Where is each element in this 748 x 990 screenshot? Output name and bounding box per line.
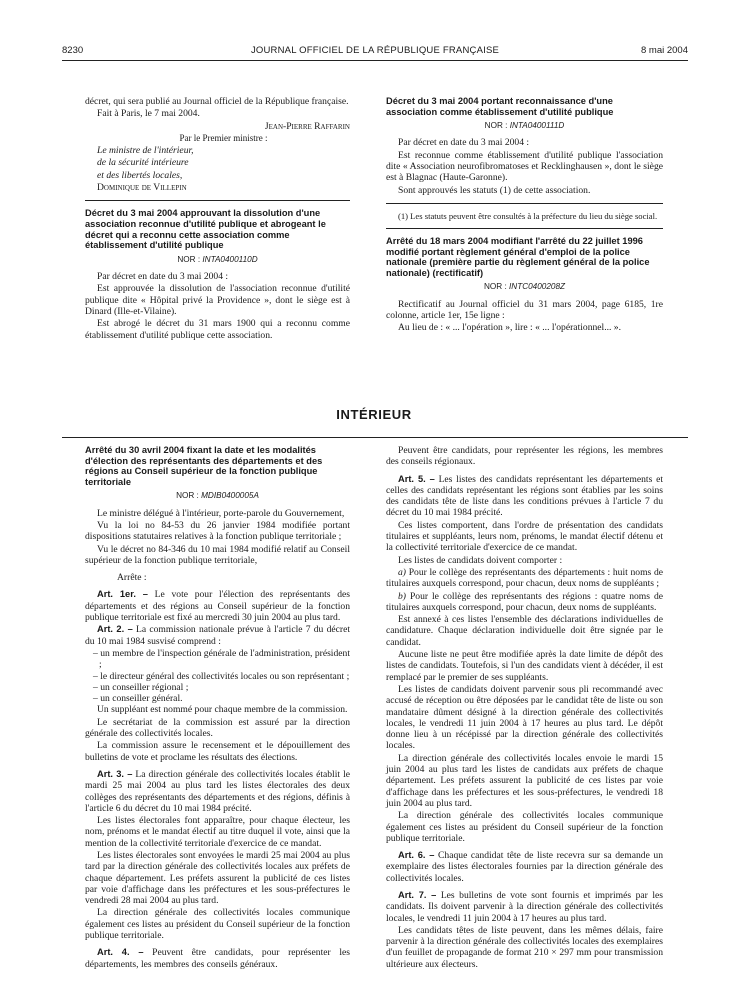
paragraph: La direction générale des collectivités locales communique également ces listes au président du Conseil supérieur de la fonction publique territoriale. [386, 810, 663, 844]
list-item-b [386, 591, 663, 614]
paragraph: Ces listes comportent, dans l'ordre de présentation des candidats titulaires et suppléants, leurs nom, prénoms, le mandat électif détenu et la collectivité territoriale d'exercice de ce mandat. [386, 519, 663, 554]
article-label: Art. 7. – [398, 889, 437, 900]
by-prime-minister: Par le Premier ministre : [179, 132, 268, 143]
article-text: Les bulletins de vote sont fournis et imprimés par les candidats. Ils doivent parvenir à la direction générale des collectivités locales, le vendredi 11 juin 2004 à 17 heures au plus tard. [386, 889, 663, 924]
article-label: Art. 3. – [97, 768, 133, 779]
top-left-column [85, 96, 350, 342]
paragraph: Vu la loi no 84-53 du 26 janvier 1984 modifiée portant dispositions statutaires relatives à la fonction publique territoriale ; [85, 519, 350, 543]
article-5 [386, 474, 663, 519]
paragraph: Est reconnue comme établissement d'utilité publique l'association dite « Association neurofibromatoses et Recklinghausen », dont le siège est à Blagnac (Haute-Garonne). [386, 149, 663, 184]
arrete-word: Arrête : [117, 572, 147, 584]
article-text: Le vote pour l'élection des représentants des départements et des régions au Conseil supérieur de la fonction publique territoriale est fixé au mercredi 30 juin 2004 au plus tard. [85, 589, 350, 624]
separator [386, 203, 663, 204]
nor-reference [85, 254, 350, 265]
article-1 [85, 589, 350, 623]
nor-reference [386, 281, 663, 292]
article-label: Art. 2. – [97, 624, 133, 635]
article-label: Art. 4. – [97, 947, 144, 958]
article-4 [85, 947, 350, 970]
section-title: INTÉRIEUR [336, 407, 412, 422]
minister-name: Dominique de Villepin [97, 182, 187, 194]
paragraph: Un suppléant est nommé pour chaque membre de la commission. [97, 704, 348, 716]
commission-members-list [85, 648, 350, 704]
article-7 [386, 890, 663, 924]
article-3 [85, 769, 350, 814]
minister-title-line: de la sécurité intérieure [97, 157, 189, 169]
paragraph: Les listes électorales sont envoyées le mardi 25 mai 2004 au plus tard par la direction générale des collectivités locales aux préfets de chaque département. Les préfets assurent la publicité de ces listes par voie d'affichage dans les préfectures et les sous-préfectures le vendredi 28 mai 2004 au plus tard. [85, 849, 350, 907]
paragraph: Les listes électorales font apparaître, pour chaque électeur, les nom, prénoms et le mandat électif au titre duquel il vote, ainsi que la mention de la collectivité territoriale d'exercice de ce mandat. [85, 815, 350, 849]
journal-title: JOURNAL OFFICIEL DE LA RÉPUBLIQUE FRANÇAISE [250, 45, 500, 56]
nor-label: NOR : [484, 121, 510, 131]
decree-continuation: décret, qui sera publié au Journal officiel de la République française. [85, 96, 349, 107]
nor-code: INTA0400110D [202, 254, 258, 264]
article-text: La commission nationale prévue à l'article 7 du décret du 10 mai 1984 susvisé comprend : [85, 624, 350, 647]
paragraph: Les listes de candidats doivent parvenir sous pli recommandé avec accusé de réception ou être déposées par le candidat tête de liste ou son mandataire dûment désigné à la direction générale des collectivités locales, le vendredi 11 juin 2004 à 17 heures au plus tard. Le dépôt donne lieu à un récépissé par la direction générale des collectivités locales. [386, 683, 663, 752]
paragraph: Est abrogé le décret du 31 mars 1900 qui a reconnu comme établissement d'utilité publique cette association. [85, 318, 350, 341]
list-item-a [386, 567, 663, 590]
nor-reference [386, 120, 663, 131]
section-rule [62, 437, 688, 438]
paragraph: Par décret en date du 3 mai 2004 : [398, 137, 530, 149]
bottom-left-column [85, 445, 350, 971]
minister-title-line: et des libertés locales, [97, 169, 183, 181]
article-text: Chaque candidat tête de liste recevra sur sa demande un exemplaire des listes électorales fournies par la direction générale des collectivités locales. [386, 850, 664, 884]
nor-code: MDIB0400005A [201, 491, 259, 501]
done-at: Fait à Paris, le 7 mai 2004. [97, 108, 200, 120]
item-text: Pour le collège des représentants des régions : quatre noms de titulaires auxquels correspond, pour chacun, deux noms de suppléants. [386, 590, 663, 613]
article-6 [386, 850, 663, 884]
list-item: – un conseiller régional ; [93, 681, 189, 693]
paragraph: Le ministre délégué à l'intérieur, porte-parole du Gouvernement, [97, 507, 345, 519]
paragraph: Les candidats têtes de liste peuvent, dans les mêmes délais, faire parvenir à la direction générale des collectivités locales des exemplaires d'un feuillet de propagande de format 210 × 297 mm pour transmission ultérieure aux électeurs. [386, 924, 663, 970]
item-label: b) [398, 590, 406, 602]
paragraph: Le secrétariat de la commission est assuré par la direction générale des collectivités locales. [85, 716, 350, 740]
nor-reference [85, 490, 350, 501]
list-item: – un membre de l'inspection générale de l'administration, président ; [93, 647, 350, 671]
header-rule [62, 60, 688, 61]
page-number: 8230 [62, 45, 84, 56]
paragraph: Par décret en date du 3 mai 2004 : [97, 271, 229, 283]
article-2 [85, 624, 350, 647]
paragraph: Au lieu de : « ... l'opération », lire : « ... l'opérationnel... ». [398, 322, 621, 334]
paragraph: Les listes de candidats doivent comporter : [398, 554, 563, 566]
page-header [62, 45, 688, 59]
list-item: – un conseiller général. [93, 693, 183, 705]
separator [85, 200, 350, 201]
item-text: Pour le collège des représentants des départements : huit noms de titulaires auxquels correspond, pour chacun, deux noms de suppléants ; [386, 566, 663, 590]
paragraph: Sont approuvés les statuts (1) de cette association. [398, 184, 591, 196]
paragraph: Aucune liste ne peut être modifiée après la date limite de dépôt des listes de candidats. Toutefois, si l'un des candidats vient à décéder, il est remplacé par le premier de ses suppléants. [386, 649, 663, 683]
separator [386, 228, 663, 229]
decree-title: Décret du 3 mai 2004 portant reconnaissance d'une association comme établissement d'utilité publique [386, 96, 614, 117]
nor-label: NOR : [177, 254, 203, 264]
paragraph: Vu le décret no 84-346 du 10 mai 1984 modifié relatif au Conseil supérieur de la fonction publique territoriale, [85, 543, 350, 566]
nor-code: INTC0400208Z [509, 282, 565, 292]
arrete-title: Arrêté du 18 mars 2004 modifiant l'arrêté du 22 juillet 1996 modifié portant règlement général d'emploi de la police nationale (première partie du règlement général de la police nationale) (rectificatif) [386, 235, 650, 278]
arrete-title: Arrêté du 30 avril 2004 fixant la date et les modalités d'élection des représentants des départements et des régions au Conseil supérieur de la fonction publique territoriale [85, 445, 323, 487]
paragraph: La direction générale des collectivités locales envoie le mardi 15 juin 2004 au plus tard les listes de candidats aux préfets de chaque département. Les préfets assurent la publicité de ces listes par voie d'affichage dans les préfectures et les sous-préfectures, le vendredi 18 juin 2004 au plus tard. [386, 752, 663, 809]
paragraph: Rectificatif au Journal officiel du 31 mars 2004, page 6185, 1re colonne, article 1er, 15e ligne : [386, 298, 663, 321]
bottom-right-column [386, 445, 663, 971]
article-label: Art. 6. – [398, 850, 435, 861]
paragraph: La commission assure le recensement et le dépouillement des bulletins de vote et proclame les résultats des élections. [85, 740, 350, 763]
nor-label: NOR : [483, 282, 510, 292]
paragraph: Peuvent être candidats, pour représenter les régions, les membres des conseils régionaux. [386, 445, 663, 468]
article-text: La direction générale des collectivités locales établit le mardi 25 mai 2004 au plus tard les listes électorales des deux collèges des représentants des départements et des régions, définis à l'article 6 du décret du 10 mai 1984 précité. [85, 768, 350, 814]
paragraph: La direction générale des collectivités locales communique également ces listes au président du Conseil supérieur de la fonction publique territoriale. [85, 907, 350, 942]
decree-title: Décret du 3 mai 2004 approuvant la dissolution d'une association reconnue d'utilité publique et abrogeant le décret qui a reconnu cette association comme établissement d'utilité publique [85, 208, 326, 251]
nor-code: INTA0400111D [509, 121, 565, 131]
paragraph: Est annexé à ces listes l'ensemble des déclarations individuelles de candidature. Chaque déclaration individuelle doit être signée par le candidat. [386, 614, 663, 648]
article-text: Les listes des candidats représentant les départements et celles des candidats représentant les régions sont établies par les soins des candidats tête de liste dans les conditions prévues à l'article 7 du décret du 10 mai 1984 précité. [386, 473, 663, 519]
footnote: (1) Les statuts peuvent être consultés à la préfecture du lieu du siège social. [398, 210, 658, 221]
nor-label: NOR : [176, 491, 202, 501]
list-item: – le directeur général des collectivités locales ou son représentant ; [93, 670, 350, 682]
paragraph: Est approuvée la dissolution de l'association reconnue d'utilité publique dite « Hôpital privé la Providence », dont le siège est à Dinard (Ille-et-Vilaine). [85, 283, 350, 317]
article-text: Peuvent être candidats, pour représenter les départements, les membres des conseils généraux. [85, 947, 350, 970]
minister-title-line: Le ministre de l'intérieur, [97, 145, 194, 157]
top-right-column [386, 96, 663, 335]
signatory: Jean-Pierre Raffarin [264, 120, 350, 132]
article-label: Art. 5. – [398, 473, 435, 484]
article-label: Art. 1er. – [97, 589, 148, 600]
item-label: a) [398, 566, 406, 578]
issue-date: 8 mai 2004 [640, 45, 688, 56]
